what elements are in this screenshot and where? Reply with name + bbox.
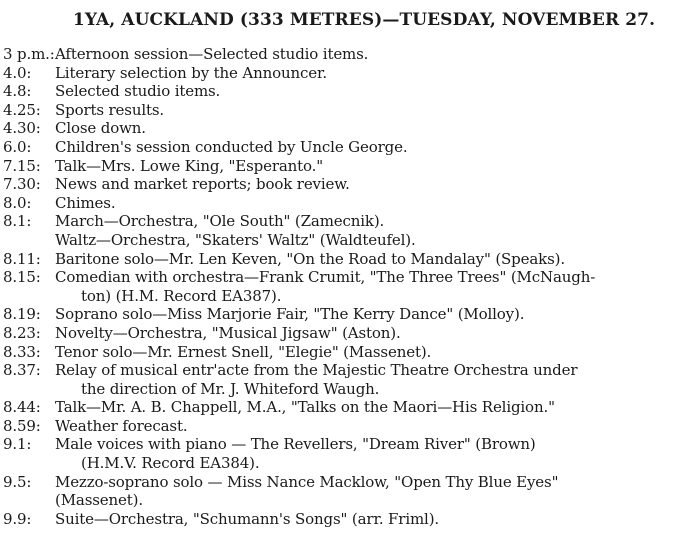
program-entry	[3, 324, 697, 343]
entry-text-line: Baritone solo—Mr. Len Keven, "On the Road to Mandalay" (Speaks).	[55, 249, 565, 268]
program-entry	[3, 473, 697, 510]
entry-text-line: the direction of Mr. J. Whiteford Waugh.	[81, 379, 380, 398]
program-entry	[3, 250, 697, 269]
program-listing	[3, 45, 697, 528]
entry-text-line: Chimes.	[55, 193, 116, 212]
entry-text-line: Afternoon session—Selected studio items.	[55, 45, 369, 63]
entry-text-line: March—Orchestra, "Ole South" (Zamecnik).	[55, 212, 385, 231]
entry-text-line: Close down.	[55, 119, 146, 138]
entry-time: 3 p.m.:	[3, 45, 55, 63]
entry-text-line: News and market reports; book review.	[55, 175, 350, 194]
entry-time: 8.59:	[3, 416, 41, 435]
entry-text-line: Children's session conducted by Uncle George.	[55, 137, 408, 156]
entry-text-line: Talk—Mrs. Lowe King, "Esperanto."	[55, 156, 324, 175]
entry-time: 8.33:	[3, 342, 41, 361]
entry-text-line: ton) (H.M. Record EA387).	[81, 286, 282, 305]
entry-time: 8.0:	[3, 193, 32, 212]
entry-text-line: Novelty—Orchestra, "Musical Jigsaw" (Aston).	[55, 323, 401, 342]
program-entry	[3, 361, 697, 398]
entry-time: 4.30:	[3, 119, 41, 138]
entry-time: 8.1:	[3, 212, 32, 231]
entry-time: 7.30:	[3, 175, 41, 194]
entry-time: 9.9:	[3, 509, 32, 528]
entry-text-line: (H.M.V. Record EA384).	[81, 454, 260, 473]
program-entry	[3, 157, 697, 176]
entry-text-line: Sports results.	[55, 100, 165, 119]
program-entry	[3, 268, 697, 305]
entry-time: 8.37:	[3, 361, 41, 380]
program-entry	[3, 194, 697, 213]
program-entry	[3, 398, 697, 417]
program-entry	[3, 64, 697, 83]
entry-text-line: Relay of musical entr'acte from the Majestic Theatre Orchestra under	[55, 361, 578, 380]
entry-time: 9.5:	[3, 472, 32, 491]
program-entry	[3, 212, 697, 249]
program-entry	[3, 101, 697, 120]
entry-text-line: Tenor solo—Mr. Ernest Snell, "Elegie" (Massenet).	[55, 342, 432, 361]
entry-time: 8.11:	[3, 249, 41, 268]
program-entry	[3, 45, 697, 64]
entry-time: 8.19:	[3, 305, 41, 324]
program-entry	[3, 510, 697, 529]
entry-time: 8.44:	[3, 398, 41, 417]
entry-time: 6.0:	[3, 137, 32, 156]
entry-text-line: (Massenet).	[55, 491, 143, 510]
entry-text-line: Mezzo-soprano solo — Miss Nance Macklow, "Open Thy Blue Eyes"	[55, 472, 559, 491]
entry-text-line: Soprano solo—Miss Marjorie Fair, "The Kerry Dance" (Molloy).	[55, 305, 525, 324]
entry-time: 4.0:	[3, 63, 32, 82]
program-entry	[3, 343, 697, 362]
entry-time: 7.15:	[3, 156, 41, 175]
program-entry	[3, 82, 697, 101]
entry-time: 8.23:	[3, 323, 41, 342]
entry-time: 4.25:	[3, 100, 41, 119]
entry-text-line: Male voices with piano — The Revellers, "Dream River" (Brown)	[55, 435, 536, 454]
program-entry	[3, 305, 697, 324]
entry-text-line: Talk—Mr. A. B. Chappell, M.A., "Talks on the Maori—His Religion."	[55, 398, 555, 417]
entry-text-line: Suite—Orchestra, "Schumann's Songs" (arr. Friml).	[55, 509, 440, 528]
entry-text-line: Waltz—Orchestra, "Skaters' Waltz" (Waldteufel).	[55, 230, 416, 249]
entry-time: 9.1:	[3, 435, 32, 454]
entry-text-line: Selected studio items.	[55, 82, 221, 101]
entry-time: 8.15:	[3, 268, 41, 287]
entry-text-line: Weather forecast.	[55, 416, 188, 435]
entry-time: 4.8:	[3, 82, 32, 101]
entry-text-line: Comedian with orchestra—Frank Crumit, "The Three Trees" (McNaugh-	[55, 268, 596, 287]
program-entry	[3, 138, 697, 157]
page-heading: 1YA, AUCKLAND (333 METRES)—TUESDAY, NOVEMBER 27.	[72, 10, 656, 30]
program-entry	[3, 435, 697, 472]
program-entry	[3, 175, 697, 194]
entry-text-line: Literary selection by the Announcer.	[55, 63, 327, 82]
program-entry	[3, 417, 697, 436]
program-entry	[3, 119, 697, 138]
